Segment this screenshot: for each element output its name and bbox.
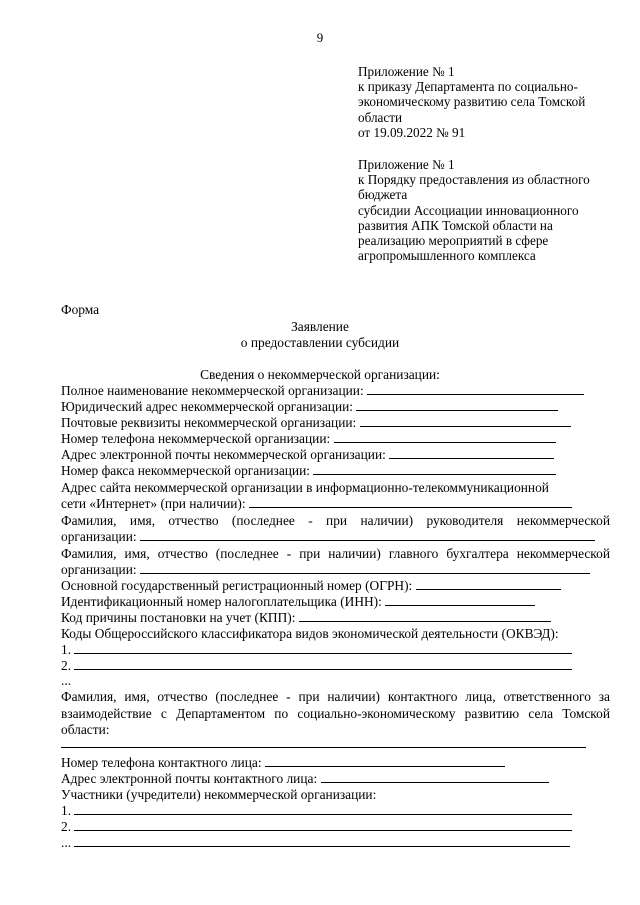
section-heading: Сведения о некоммерческой организации: bbox=[200, 367, 440, 382]
contact-name-input[interactable] bbox=[61, 747, 586, 748]
contact-row-1: Фамилия, имя, отчество (последнее - при наличии) контактного лица, ответственного за bbox=[61, 689, 610, 704]
appendix-line: агропромышленного комплекса bbox=[358, 248, 536, 264]
participants-heading: Участники (учредители) некоммерческой организации: bbox=[61, 787, 377, 802]
site-row-1: Адрес сайта некоммерческой организации в информационно-телекоммуникационной bbox=[61, 480, 549, 495]
full-name-row bbox=[61, 383, 584, 399]
phone-row bbox=[61, 431, 556, 447]
list-marker: 2. bbox=[61, 658, 72, 673]
site-row-2 bbox=[61, 496, 572, 512]
okved-heading: Коды Общероссийского классификатора видов экономической деятельности (ОКВЭД): bbox=[61, 626, 559, 641]
inn-input[interactable] bbox=[385, 594, 535, 606]
email-label: Адрес электронной почты некоммерческой организации: bbox=[61, 447, 386, 462]
okved-item-1 bbox=[61, 642, 572, 658]
appendix-line: Приложение № 1 bbox=[358, 157, 455, 172]
participant-item-2 bbox=[61, 819, 572, 835]
postal-input[interactable] bbox=[360, 415, 571, 427]
site-input[interactable] bbox=[249, 496, 572, 508]
kpp-label: Код причины постановки на учет (КПП): bbox=[61, 610, 296, 625]
okved-item-2 bbox=[61, 658, 572, 674]
email-row bbox=[61, 447, 554, 463]
inn-row bbox=[61, 594, 535, 610]
site-label: сети «Интернет» (при наличии): bbox=[61, 496, 246, 511]
appendix-procedure-block bbox=[358, 157, 590, 263]
ogrn-input[interactable] bbox=[416, 578, 561, 590]
list-marker: 1. bbox=[61, 803, 72, 818]
contact-phone-row bbox=[61, 755, 505, 771]
appendix-line: области bbox=[358, 109, 403, 125]
participant-input-2[interactable] bbox=[74, 819, 572, 831]
accountant-row-1: Фамилия, имя, отчество (последнее - при наличии) главного бухгалтера некоммерческой bbox=[61, 546, 610, 561]
postal-row bbox=[61, 415, 571, 431]
page-number: 9 bbox=[316, 30, 324, 45]
accountant-input[interactable] bbox=[140, 562, 590, 574]
accountant-row-2 bbox=[61, 562, 590, 578]
document-title: Заявление bbox=[291, 319, 349, 334]
appendix-line: экономическому развитию села Томской bbox=[358, 94, 586, 110]
appendix-line: бюджета bbox=[358, 187, 408, 203]
appendix-line: к Порядку предоставления из областного bbox=[358, 172, 590, 188]
participant-item-1 bbox=[61, 803, 572, 819]
full-name-input[interactable] bbox=[367, 383, 584, 395]
kpp-input[interactable] bbox=[299, 610, 551, 622]
appendix-line: развития АПК Томской области на bbox=[358, 217, 553, 233]
fax-input[interactable] bbox=[313, 463, 556, 475]
okved-item-more: ... bbox=[61, 673, 72, 688]
okved-input-2[interactable] bbox=[74, 658, 572, 670]
kpp-row bbox=[61, 610, 551, 626]
appendix-line: реализацию мероприятий в сфере bbox=[358, 233, 549, 249]
head-row-1: Фамилия, имя, отчество (последнее - при наличии) руководителя некоммерческой bbox=[61, 513, 610, 528]
legal-address-label: Юридический адрес некоммерческой организации: bbox=[61, 399, 353, 414]
full-name-label: Полное наименование некоммерческой организации: bbox=[61, 383, 364, 398]
contact-email-input[interactable] bbox=[321, 771, 549, 783]
appendix-line: к приказу Департамента по социально- bbox=[358, 79, 578, 95]
appendix-line: от 19.09.2022 № 91 bbox=[358, 124, 466, 140]
phone-input[interactable] bbox=[334, 431, 556, 443]
legal-address-input[interactable] bbox=[356, 399, 558, 411]
contact-email-row bbox=[61, 771, 549, 787]
fax-row bbox=[61, 463, 556, 479]
inn-label: Идентификационный номер налогоплательщика (ИНН): bbox=[61, 594, 382, 609]
list-marker: 2. bbox=[61, 819, 72, 834]
list-marker: 1. bbox=[61, 642, 72, 657]
contact-row-3: области: bbox=[61, 722, 110, 737]
okved-input-1[interactable] bbox=[74, 642, 572, 654]
contact-phone-label: Номер телефона контактного лица: bbox=[61, 755, 262, 770]
appendix-line: субсидии Ассоциации инновационного bbox=[358, 202, 579, 218]
form-label: Форма bbox=[61, 302, 100, 317]
accountant-label: организации: bbox=[61, 562, 137, 577]
postal-label: Почтовые реквизиты некоммерческой организации: bbox=[61, 415, 357, 430]
document-subtitle: о предоставлении субсидии bbox=[240, 335, 400, 350]
appendix-line: Приложение № 1 bbox=[358, 64, 455, 79]
contact-phone-input[interactable] bbox=[265, 755, 505, 767]
head-row-2 bbox=[61, 529, 595, 545]
appendix-order-block bbox=[358, 64, 585, 140]
fax-label: Номер факса некоммерческой организации: bbox=[61, 463, 310, 478]
contact-email-label: Адрес электронной почты контактного лица: bbox=[61, 771, 318, 786]
phone-label: Номер телефона некоммерческой организации: bbox=[61, 431, 331, 446]
ogrn-row bbox=[61, 578, 561, 594]
list-marker: ... bbox=[61, 835, 72, 850]
ogrn-label: Основной государственный регистрационный номер (ОГРН): bbox=[61, 578, 413, 593]
contact-row-2: взаимодействие с Департаментом по социально-экономическому развитию села Томской bbox=[61, 706, 610, 721]
participant-input-more[interactable] bbox=[74, 835, 570, 847]
participant-item-more bbox=[61, 835, 570, 851]
legal-address-row bbox=[61, 399, 558, 415]
head-input[interactable] bbox=[140, 529, 595, 541]
email-input[interactable] bbox=[389, 447, 554, 459]
participant-input-1[interactable] bbox=[74, 803, 572, 815]
head-label: организации: bbox=[61, 529, 137, 544]
